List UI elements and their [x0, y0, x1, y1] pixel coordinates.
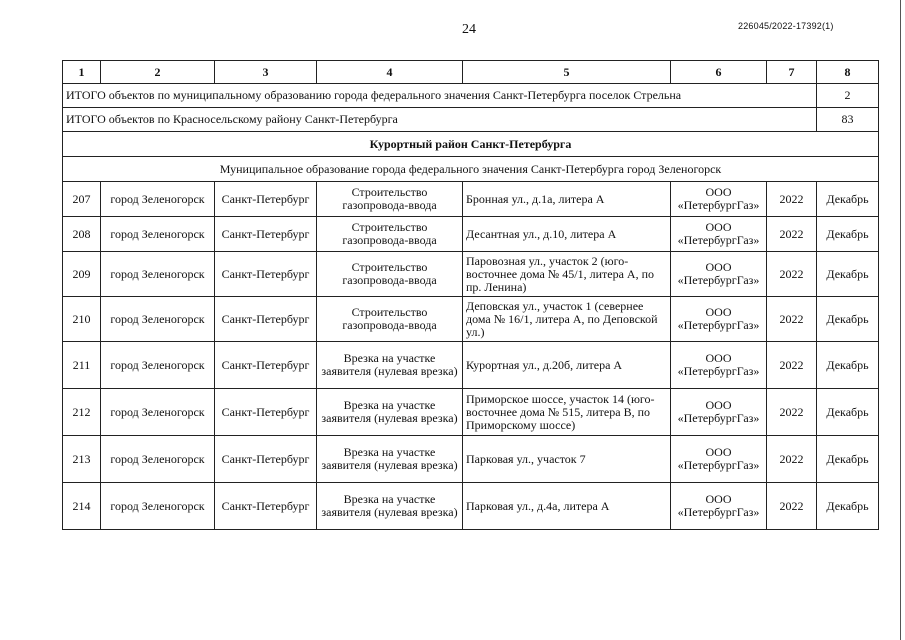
row-organization: ООО «ПетербургГаз»: [671, 436, 767, 483]
row-organization: ООО «ПетербургГаз»: [671, 342, 767, 389]
row-city: город Зеленогорск: [101, 483, 215, 530]
row-month: Декабрь: [817, 436, 879, 483]
municipality-row: [63, 157, 879, 182]
row-number: 210: [63, 297, 101, 342]
summary-label: ИТОГО объектов по Красносельскому району Санкт-Петербурга: [63, 108, 817, 132]
row-address: Деповская ул., участок 1 (севернее дома № 16/1, литера А, по Деповской ул.): [463, 297, 671, 342]
row-city: город Зеленогорск: [101, 182, 215, 217]
row-city: город Зеленогорск: [101, 217, 215, 252]
row-number: 212: [63, 389, 101, 436]
row-month: Декабрь: [817, 389, 879, 436]
row-address: Бронная ул., д.1а, литера А: [463, 182, 671, 217]
row-month: Декабрь: [817, 217, 879, 252]
column-number: 5: [463, 61, 671, 84]
row-city: город Зеленогорск: [101, 436, 215, 483]
table-row: [63, 342, 879, 389]
row-work-type: Врезка на участке заявителя (нулевая врезка): [317, 389, 463, 436]
table-row: [63, 436, 879, 483]
row-subject: Санкт-Петербург: [215, 182, 317, 217]
row-number: 211: [63, 342, 101, 389]
district-row: [63, 132, 879, 157]
row-address: Паровозная ул., участок 2 (юго-восточнее дома № 45/1, литера А, по пр. Ленина): [463, 252, 671, 297]
row-month: Декабрь: [817, 342, 879, 389]
table-row: [63, 252, 879, 297]
row-work-type: Строительство газопровода-ввода: [317, 217, 463, 252]
row-organization: ООО «ПетербургГаз»: [671, 252, 767, 297]
row-organization: ООО «ПетербургГаз»: [671, 297, 767, 342]
row-month: Декабрь: [817, 252, 879, 297]
row-city: город Зеленогорск: [101, 342, 215, 389]
district-title: Курортный район Санкт-Петербурга: [63, 132, 879, 157]
row-number: 207: [63, 182, 101, 217]
column-number: 8: [817, 61, 879, 84]
column-number: 6: [671, 61, 767, 84]
row-work-type: Строительство газопровода-ввода: [317, 297, 463, 342]
row-work-type: Строительство газопровода-ввода: [317, 182, 463, 217]
column-number: 7: [767, 61, 817, 84]
row-city: город Зеленогорск: [101, 389, 215, 436]
row-city: город Зеленогорск: [101, 252, 215, 297]
summary-label: ИТОГО объектов по муниципальному образованию города федерального значения Санкт-Петербурга поселок Стрельна: [63, 84, 817, 108]
row-number: 209: [63, 252, 101, 297]
summary-total: 83: [817, 108, 879, 132]
objects-table: [62, 60, 879, 530]
row-work-type: Врезка на участке заявителя (нулевая врезка): [317, 342, 463, 389]
row-month: Декабрь: [817, 182, 879, 217]
row-city: город Зеленогорск: [101, 297, 215, 342]
row-subject: Санкт-Петербург: [215, 389, 317, 436]
row-organization: ООО «ПетербургГаз»: [671, 182, 767, 217]
row-subject: Санкт-Петербург: [215, 483, 317, 530]
table-row: [63, 182, 879, 217]
row-number: 213: [63, 436, 101, 483]
row-address: Приморское шоссе, участок 14 (юго-восточнее дома № 515, литера В, по Приморскому шоссе): [463, 389, 671, 436]
row-year: 2022: [767, 297, 817, 342]
row-organization: ООО «ПетербургГаз»: [671, 389, 767, 436]
row-subject: Санкт-Петербург: [215, 252, 317, 297]
column-number: 2: [101, 61, 215, 84]
row-month: Декабрь: [817, 297, 879, 342]
municipality-title: Муниципальное образование города федерального значения Санкт-Петербурга город Зеленогорск: [63, 157, 879, 182]
row-year: 2022: [767, 182, 817, 217]
table-row: [63, 483, 879, 530]
row-year: 2022: [767, 389, 817, 436]
row-subject: Санкт-Петербург: [215, 217, 317, 252]
row-organization: ООО «ПетербургГаз»: [671, 483, 767, 530]
row-organization: ООО «ПетербургГаз»: [671, 217, 767, 252]
row-work-type: Врезка на участке заявителя (нулевая врезка): [317, 483, 463, 530]
summary-total: 2: [817, 84, 879, 108]
column-number: 3: [215, 61, 317, 84]
row-address: Парковая ул., д.4а, литера А: [463, 483, 671, 530]
column-number-row: [63, 61, 879, 84]
row-year: 2022: [767, 436, 817, 483]
row-subject: Санкт-Петербург: [215, 436, 317, 483]
row-subject: Санкт-Петербург: [215, 297, 317, 342]
document-id: 226045/2022-17392(1): [738, 21, 834, 31]
column-number: 1: [63, 61, 101, 84]
table-row: [63, 297, 879, 342]
row-number: 214: [63, 483, 101, 530]
row-month: Декабрь: [817, 483, 879, 530]
row-year: 2022: [767, 483, 817, 530]
row-subject: Санкт-Петербург: [215, 342, 317, 389]
scan-edge-line: [900, 0, 901, 640]
table-row: [63, 217, 879, 252]
row-year: 2022: [767, 217, 817, 252]
row-year: 2022: [767, 252, 817, 297]
page-number: 24: [462, 22, 476, 37]
row-address: Курортная ул., д.20б, литера А: [463, 342, 671, 389]
row-number: 208: [63, 217, 101, 252]
summary-row: [63, 84, 879, 108]
row-address: Десантная ул., д.10, литера А: [463, 217, 671, 252]
row-work-type: Врезка на участке заявителя (нулевая врезка): [317, 436, 463, 483]
column-number: 4: [317, 61, 463, 84]
row-work-type: Строительство газопровода-ввода: [317, 252, 463, 297]
row-address: Парковая ул., участок 7: [463, 436, 671, 483]
summary-row: [63, 108, 879, 132]
row-year: 2022: [767, 342, 817, 389]
table-row: [63, 389, 879, 436]
